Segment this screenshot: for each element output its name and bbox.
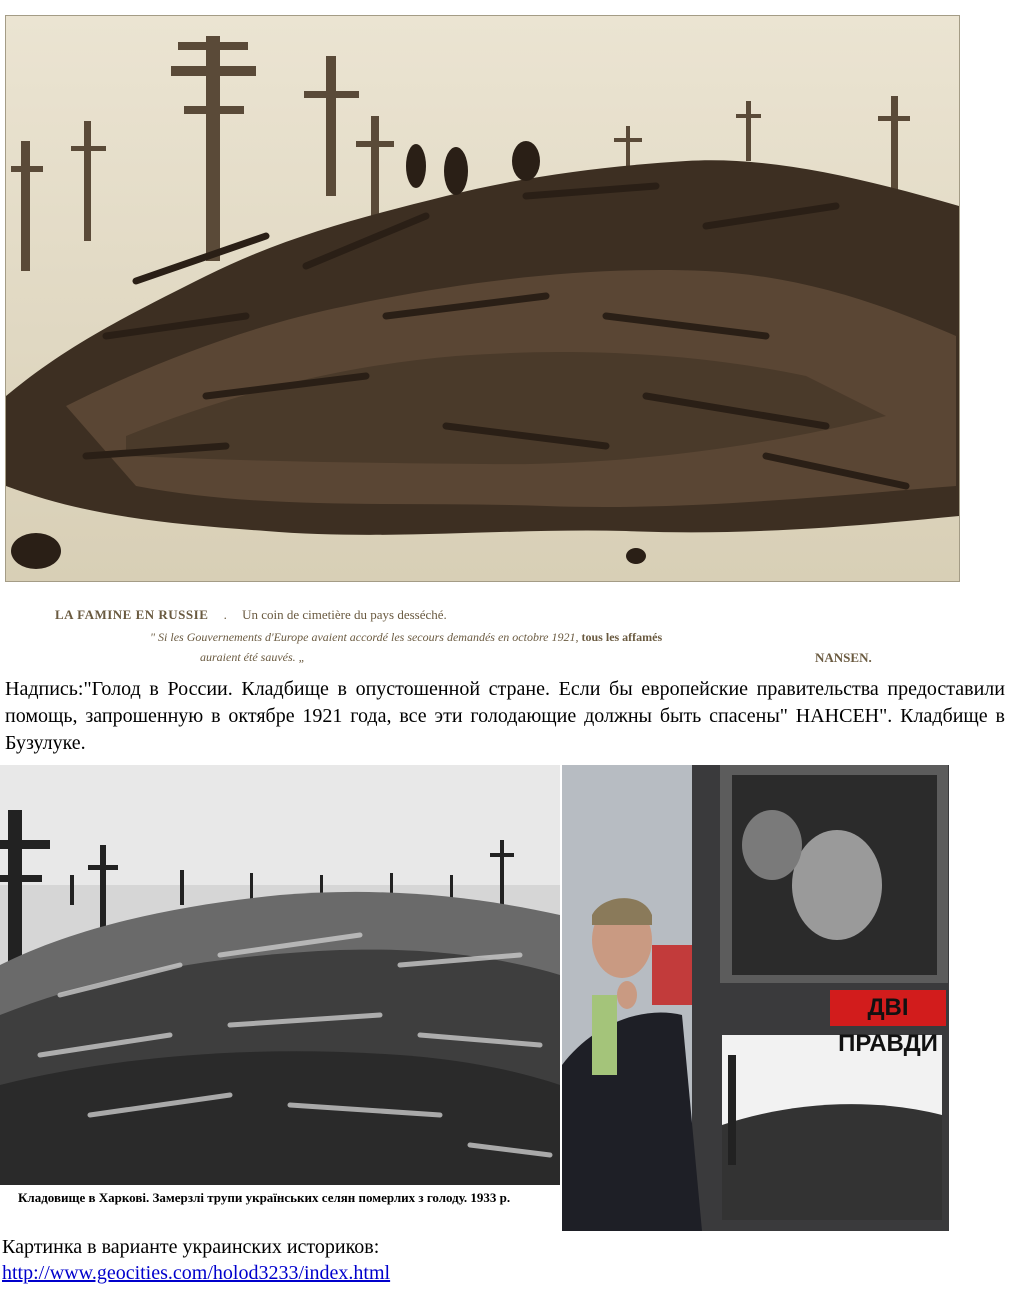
- exhibition-photo: [562, 765, 949, 1231]
- footer-note: Картинка в варианте украинских историков:: [2, 1236, 380, 1258]
- postcard-subtitle: Un coin de cimetière du pays desséché.: [242, 607, 447, 622]
- source-link[interactable]: http://www.geocities.com/holod3233/index.html: [2, 1262, 391, 1284]
- postcard-quote-part1: " Si les Gouvernements d'Europe avaient accordé les secours demandés en octobre 1921,: [150, 630, 579, 644]
- postcard-signature: NANSEN.: [815, 650, 872, 665]
- postcard-title: LA FAMINE EN RUSSIE: [55, 607, 209, 622]
- postcard-quote-bold: tous les affamés: [581, 630, 663, 644]
- kharkiv-photo-caption: Кладовище в Харкові. Замерзлі трупи українських селян померлих з голоду. 1933 р.: [18, 1190, 511, 1205]
- kharkiv-photo-bw: [0, 765, 560, 1185]
- caption-translation-paragraph: Надпись:"Голод в России. Кладбище в опустошенной стране. Если бы европейские правительства предоставили помощь, запрошенную в октябре 1921 года, все эти голодающие должны быть спасены" НАНСЕН". Кладбище в Бузулуке.: [5, 678, 1005, 754]
- famine-photo-sepia: [5, 15, 960, 582]
- postcard-quote-line1: [150, 630, 662, 645]
- famine-photo-drawing: [6, 16, 959, 581]
- kharkiv-photo-drawing: [0, 765, 560, 1185]
- dvi-pravdy-banner: ДВІ ПРАВДИ: [830, 990, 946, 1026]
- postcard-quote-line2: auraient été sauvés. „: [200, 650, 306, 664]
- postcard-title-sep: .: [223, 607, 227, 622]
- postcard-title-line: [55, 607, 447, 623]
